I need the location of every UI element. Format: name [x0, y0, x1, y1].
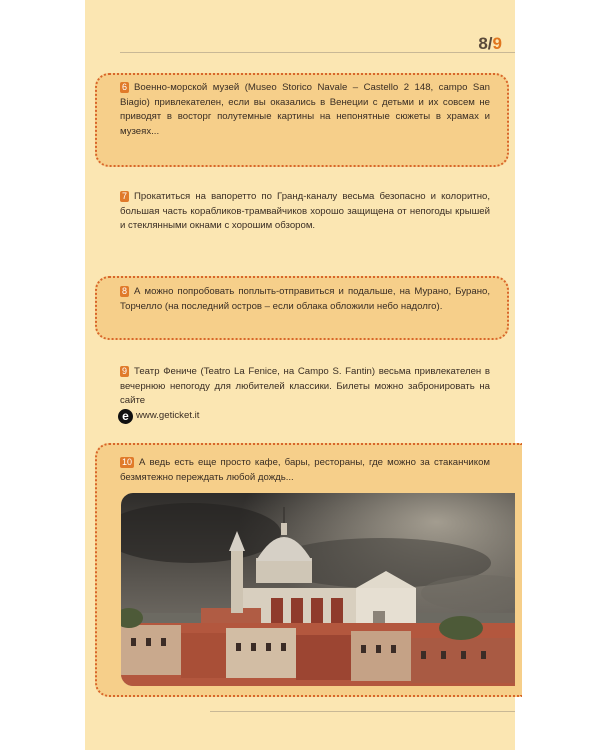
item-text: Прокатиться на вапоретто по Гранд-каналу весьма безопасно и колоритно, большая часть корабликов-трамвайчиков хорошо защищена от непогоды крышей и стеклянными окнами с хорошим обзором.: [120, 191, 490, 231]
item-6: [120, 81, 490, 139]
item-7: [120, 190, 490, 234]
item-number: 7: [122, 191, 128, 201]
venice-church-photo: [121, 493, 515, 686]
item-9: [120, 365, 490, 424]
footer-rule: [210, 711, 515, 712]
item-text: Театр Фениче (Teatro La Fenice, на Campo S. Fantin) весьма привлекателен в вечернюю непогоду для любителей классики. Билеты можно забронировать на сайте: [120, 366, 490, 406]
item-number: 10: [122, 457, 133, 467]
website-link[interactable]: www.geticket.it: [136, 409, 200, 421]
website-icon: e: [118, 409, 133, 424]
item-number: 8: [122, 286, 128, 296]
item-10: [120, 456, 490, 485]
item-number: 6: [122, 82, 128, 92]
item-text: Военно-морской музей (Museo Storico Navale – Castello 2 148, campo San Biagio) привлекателен, если вы оказались в Венеции с детьми и их совсем не приводят в восторг полутемные картины на непонятные сюжеты в храмах и музеях...: [120, 82, 490, 137]
item-number: 9: [122, 366, 128, 376]
item-text: А ведь есть еще просто кафе, бары, рестораны, где можно за стаканчиком безмятежно переждать любой дождь...: [120, 457, 490, 483]
header-rule: [120, 52, 515, 53]
item-text: А можно попробовать поплыть-отправиться и подальше, на Мурано, Бурано, Торчелло (на последний остров – если облака обложили небо надолго).: [120, 286, 490, 312]
item-8: [120, 285, 490, 314]
page-number: 8/9: [478, 34, 502, 53]
